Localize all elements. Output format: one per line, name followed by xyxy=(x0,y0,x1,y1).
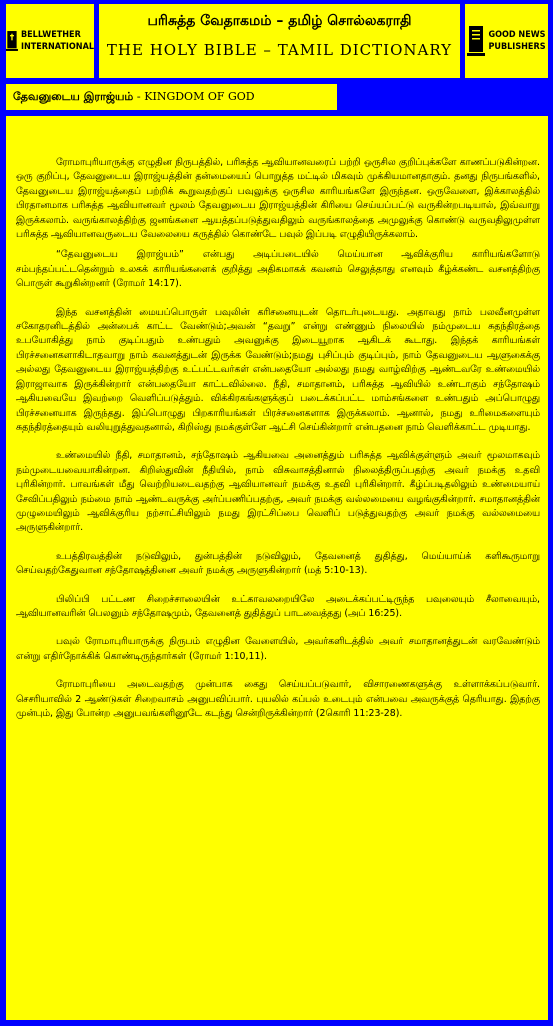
publisher-logo-left xyxy=(6,4,94,78)
paragraph-7: பவுல் ரோமாபுரியாருக்கு நிருபம் எழுதின வேளையில், அவர்களிடத்தில் அவர் சமாதானத்துடன் வரவேண்டும் என்று எதிர்நோக்கிக் கொண்டிருந்தார்கள் (ரோமர் 1:10,11). xyxy=(16,636,540,662)
paragraph-1: ரோமாபுரியாருக்கு எழுதின நிருபத்தில், பரிசுத்த ஆவியானவரைப் பற்றி ஒருசில குறிப்புக்களே காணப்படுகின்றன. ஒரு குறிப்பு, தேவனுடைய இராஜ்யத்தின் தன்மையைப் பொறுத்த மட்டில் மிகவும் முக்கியமானதாகும். தனது நிருபங்களில், தேவனுடைய இராஜ்யத்தைப் பற்றிக் கூறுவதற்குப் பவுலுக்கு ஒருசில காரியங்களே இருந்தன. ஒருவேளை, இக்காலத்தில் பிரதானமாக பரிசுத்த ஆவியானவர் மூலம் தேவனுடைய இராஜ்யத்தின் கிரியை செய்யப்பட்டு வருகின்றபடியால், இவ்வாறு இருக்கலாம். வருங்காலத்திற்கு ஜனங்களை ஆயத்தப்படுத்துவதிலும் வருங்காலத்தை அமுலுக்கு கொண்டு வருவதிலுமுள்ள பரிசுத்த ஆவியானவருடைய வேலையை கருத்தில் கொண்டே பவுல் இப்படி எழுதியிருக்கலாம். xyxy=(16,157,540,241)
bellwether-book-icon xyxy=(6,24,18,58)
paragraph-4: உண்மையில் நீதி, சமாதானம், சந்தோஷம் ஆகியவை அனைத்தும் பரிசுத்த ஆவிக்குள்ளும் அவர் மூலமாகவும் நம்முடையவையாகின்றன. கிறிஸ்துவின் நீதியில், நாம் விசுவாசத்தினால் நிலைத்திருப்பதற்கு அவர் நமக்கு உதவி புரிகின்றார். பாவங்கள் மீது வெற்றியடைவதற்கு ஆவியானவர் நமக்கு உதவி புரிகின்றார். கீழ்ப்படிதலிலும் உண்மையாய் சேவிப்பதிலும் நம்மை நாம் ஆண்டவருக்கு அர்ப்பணிப்பதற்கு, அவர் நமக்கு வல்லமையை வழங்குகின்றார். சமாதானத்தின் முழுமையிலும் ஆவிக்குரிய நற்சாட்சியிலும் நமது இரட்சிப்பை வெளிப் படுத்துவதற்கு அவர் நமக்கு வல்லமையை அருளுகின்றார். xyxy=(16,450,540,534)
logo-left-line1: BELLWETHER xyxy=(20,30,81,40)
page-header xyxy=(99,4,460,78)
paragraph-3: இந்த வசனத்தின் மையப்பொருள் பவுலின் கரிசனையுடன் தொடர்புடையது. அதாவது நாம் பலவீனமுள்ள சகோதரனிடத்தில் அன்பைக் காட்ட வேண்டும்;அவன் “தவறு” என்று எண்ணும் நிலையில் நம்முடைய சுதந்திரத்தை உபயோகித்து நாம் குடிப்பதும் உண்பதும் அவனுக்கு இடையூறாக ஆகிடக் கூடாது. இந்தக் காரியங்கள் பிரச்சனைகளாகிடாதவாறு நாம் கவனத்துடன் இருக்க வேண்டும்;நமது புசிப்பும் குடிப்பும், நாம் தேவனுடைய ஆளுகைக்கு அல்லது தேவனுடைய இராஜ்யத்திற்கு உட்பட்டவர்கள் என்பதையோ அல்லது நமது வாழ்விற்கு ஆண்டவரே உண்மையில் இராஜாவாக இருக்கின்றார் என்பதையோ காட்டவில்லை. நீதி, சமாதானம், பரிசுத்த ஆவியில் உண்டாகும் சந்தோஷம் ஆகியவையே இவற்றை வெளிப்படுத்தும். விக்கிரகங்களுக்குப் படைக்கப்பட்ட மாம்சங்களை உண்பதும் அப்பொழுது பிரச்சனையாக இருந்தது. இப்பொழுது பிறகாரியங்கள் பிரச்சனைகளாக இருக்கலாம். ஆனால், நமது உரிமைகளையும் சுதந்திரத்தையும் வலியுறுத்துவதனால், கிறிஸ்து நமக்குள்ளே ஆட்சி செய்கின்றார் என்பதனை நாம் வெளிக்காட்ட முடியாது. xyxy=(16,306,540,433)
paragraph-2: “தேவனுடைய இராஜ்யம்” என்பது அடிப்படையில் மெய்யான ஆவிக்குரிய காரியங்களோடு சம்பந்தப்பட்டதென்றும் உலகக் காரியங்களைக் குறித்து அதிகமாகக் கவனம் செலுத்தாது எனவும் கீழ்க்கண்ட வசனத்திற்கு பொருள் கூறுகின்றனர் (ரோமர் 14:17). xyxy=(16,249,540,290)
publisher-logo-right xyxy=(465,4,548,78)
article-body xyxy=(6,116,548,1020)
paragraph-6: பிலிப்பி பட்டண சிறைச்சாலையின் உட்காவலறையிலே அடைக்கப்பட்டிருந்த பவுலையும் சீலாவையும், ஆவியானவரின் பெலனும் சந்தோஷமும், தேவனைத் துதித்துப் பாடவைத்தது (அப் 16:25). xyxy=(16,593,540,619)
logo-right-line2: PUBLISHERS xyxy=(488,42,546,52)
paragraph-8: ரோமாபுரியை அடைவதற்கு முன்பாக கைது செய்யப்படுவார், விசாரணைகளுக்கு உள்ளாக்கப்படுவார். செசரியாவில் 2 ஆண்டுகள் சிறைவாசம் அனுபவிப்பார். புயலில் கப்பல் உடைபும் என்பவை அவருக்குத் தெரியாது. இதற்கு முன்பும், இது போன்ற அனுபவங்களினூடே கடந்து சென்றிருக்கின்றார் (2கொரி 11:23-28). xyxy=(16,679,540,719)
heading-tamil: தேவனுடைய இராஜ்யம் xyxy=(13,90,134,103)
tamil-title: பரிசுத்த வேதாகமம் – தமிழ் சொல்லகராதி xyxy=(147,13,412,29)
logo-right-line1: GOOD NEWS xyxy=(488,30,546,40)
heading-separator: - xyxy=(133,90,145,103)
entry-heading xyxy=(6,84,337,110)
english-title: THE HOLY BIBLE – TAMIL DICTIONARY xyxy=(106,41,453,59)
good-news-book-icon xyxy=(467,24,485,58)
paragraph-5: உபத்திரவத்தின் நடுவிலும், துன்பத்தின் நடுவிலும், தேவனைத் துதித்து, மெய்யாய்க் களிகூருமாறு செய்வதற்கேதுவான சந்தோஷத்தினை அவர் நமக்கு அருளுகின்றார் (மத் 5:10-13). xyxy=(16,550,540,577)
heading-english: KINGDOM OF GOD xyxy=(144,90,255,103)
logo-left-line2: INTERNATIONAL xyxy=(20,42,94,52)
